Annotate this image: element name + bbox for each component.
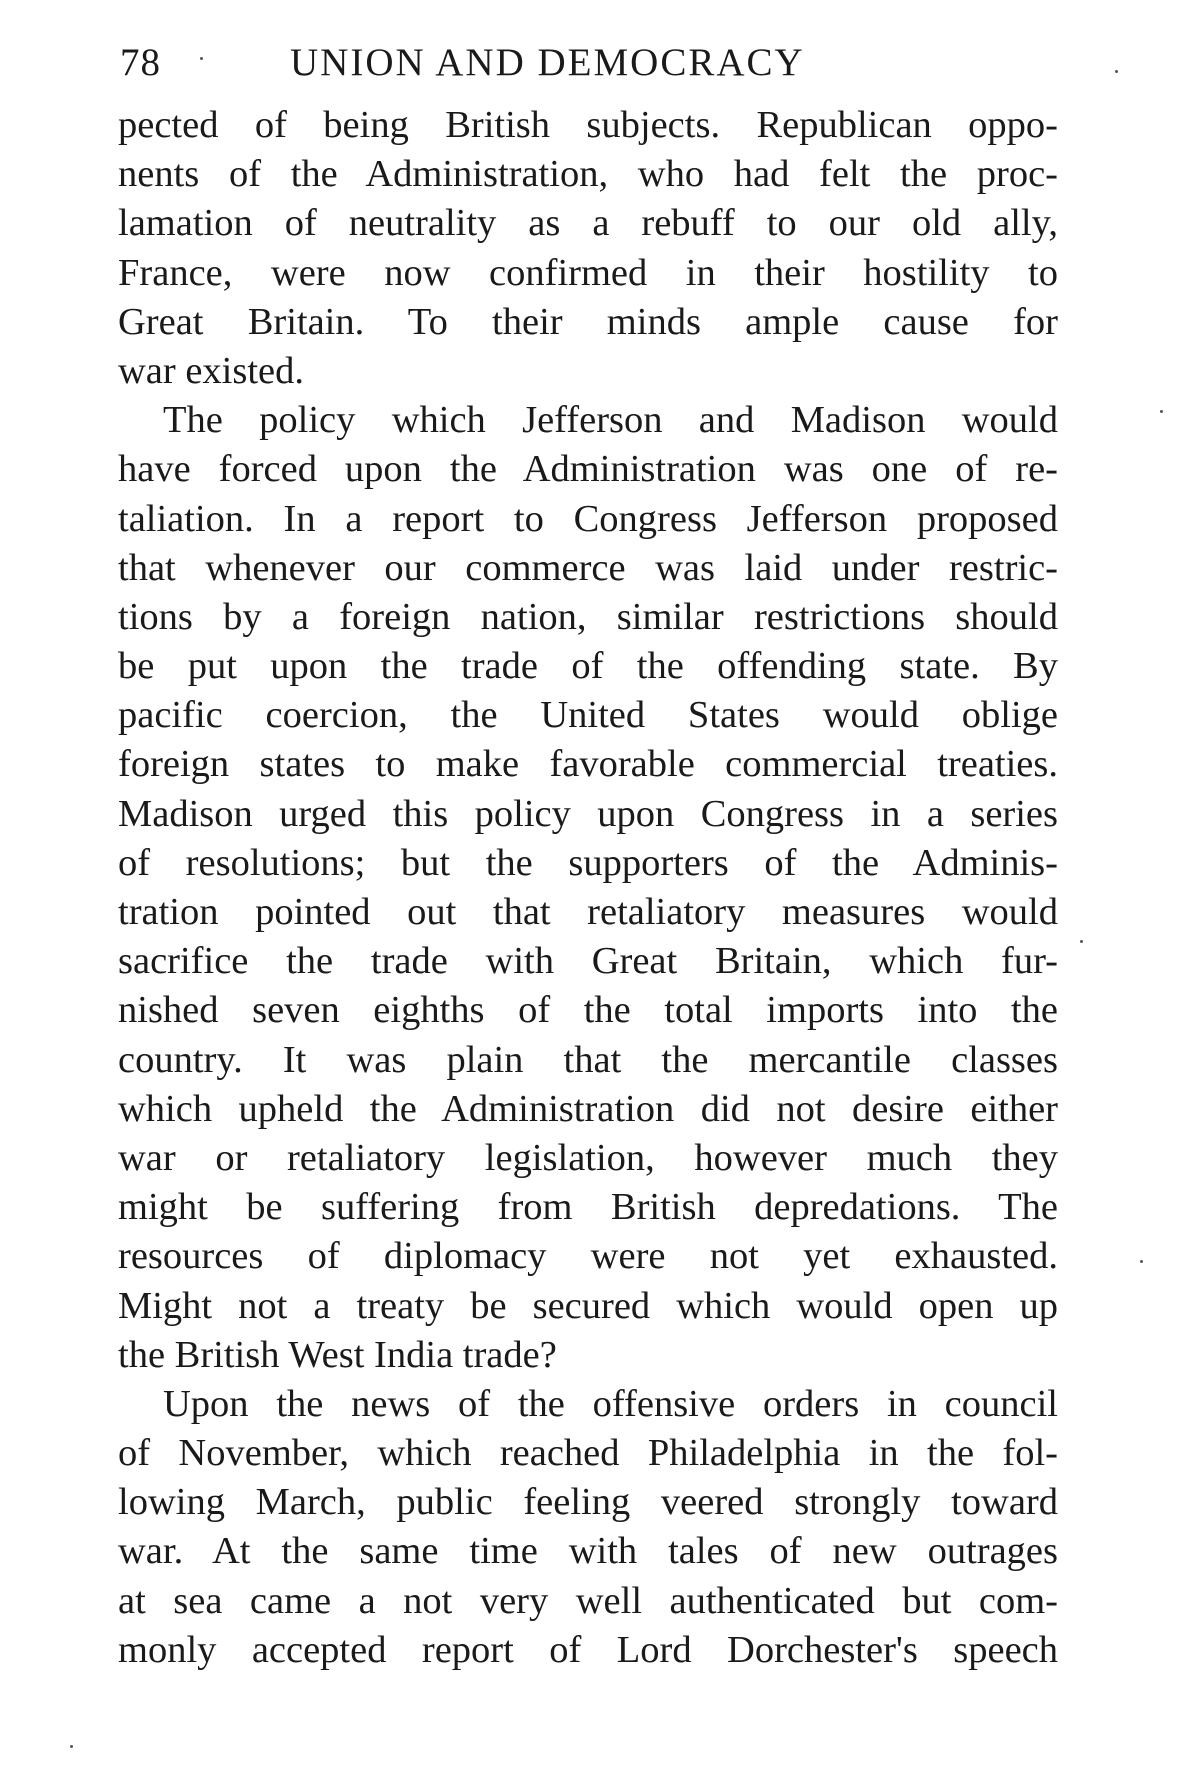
text-line: nished seven eighths of the total imports into the xyxy=(118,989,1058,1032)
text-line: nents of the Administration, who had felt the proc- xyxy=(118,153,1058,196)
text-line: lowing March, public feeling veered strongly toward xyxy=(118,1481,1058,1524)
running-title: UNION AND DEMOCRACY xyxy=(290,41,805,84)
text-line: France, were now confirmed in their hostility to xyxy=(118,251,1058,294)
text-line: tration pointed out that retaliatory measures would xyxy=(118,891,1058,933)
scan-speck xyxy=(1140,1260,1143,1263)
scan-speck xyxy=(1160,410,1163,413)
text-line: which upheld the Administration did not desire either xyxy=(118,1087,1058,1130)
running-head xyxy=(120,38,1060,88)
body-text xyxy=(118,101,1058,1675)
text-line: be put upon the trade of the offending state. By xyxy=(118,645,1058,688)
text-line: war or retaliatory legislation, however much they xyxy=(118,1136,1058,1179)
text-line: the British West India trade? xyxy=(118,1333,557,1376)
text-line: Upon the news of the offensive orders in council xyxy=(163,1382,1058,1425)
text-line: foreign states to make favorable commercial treaties. xyxy=(118,743,1058,786)
text-line: have forced upon the Administration was one of re- xyxy=(118,448,1058,491)
text-line: The policy which Jefferson and Madison would xyxy=(163,399,1058,442)
text-line: taliation. In a report to Congress Jefferson proposed xyxy=(118,497,1058,540)
text-line: Madison urged this policy upon Congress in a series xyxy=(118,792,1058,835)
scan-speck xyxy=(200,57,203,60)
text-line: lamation of neutrality as a rebuff to our old ally, xyxy=(118,202,1058,245)
text-line: war. At the same time with tales of new outrages xyxy=(118,1530,1058,1573)
text-line: Great Britain. To their minds ample cause for xyxy=(118,300,1058,343)
text-line: of resolutions; but the supporters of the Adminis- xyxy=(118,841,1058,884)
text-line: pacific coercion, the United States would oblige xyxy=(118,694,1058,737)
text-line: sacrifice the trade with Great Britain, which fur- xyxy=(118,940,1058,983)
scan-speck xyxy=(70,1745,73,1748)
scan-speck xyxy=(1115,70,1118,73)
text-line: pected of being British subjects. Republican oppo- xyxy=(118,104,1058,146)
text-line: at sea came a not very well authenticated but com- xyxy=(118,1579,1058,1622)
page-number: 78 xyxy=(120,41,161,84)
scan-speck xyxy=(1080,940,1083,943)
text-line: war existed. xyxy=(118,349,305,392)
text-line: resources of diplomacy were not yet exhausted. xyxy=(118,1235,1058,1278)
text-line: might be suffering from British depredations. The xyxy=(118,1186,1058,1229)
text-line: monly accepted report of Lord Dorchester's speech xyxy=(118,1628,1058,1671)
text-line: of November, which reached Philadelphia in the fol- xyxy=(118,1432,1058,1475)
text-line: that whenever our commerce was laid under restric- xyxy=(118,546,1058,589)
text-line: country. It was plain that the mercantile classes xyxy=(118,1038,1058,1081)
text-line: tions by a foreign nation, similar restrictions should xyxy=(118,595,1058,638)
text-line: Might not a treaty be secured which would open up xyxy=(118,1284,1058,1327)
